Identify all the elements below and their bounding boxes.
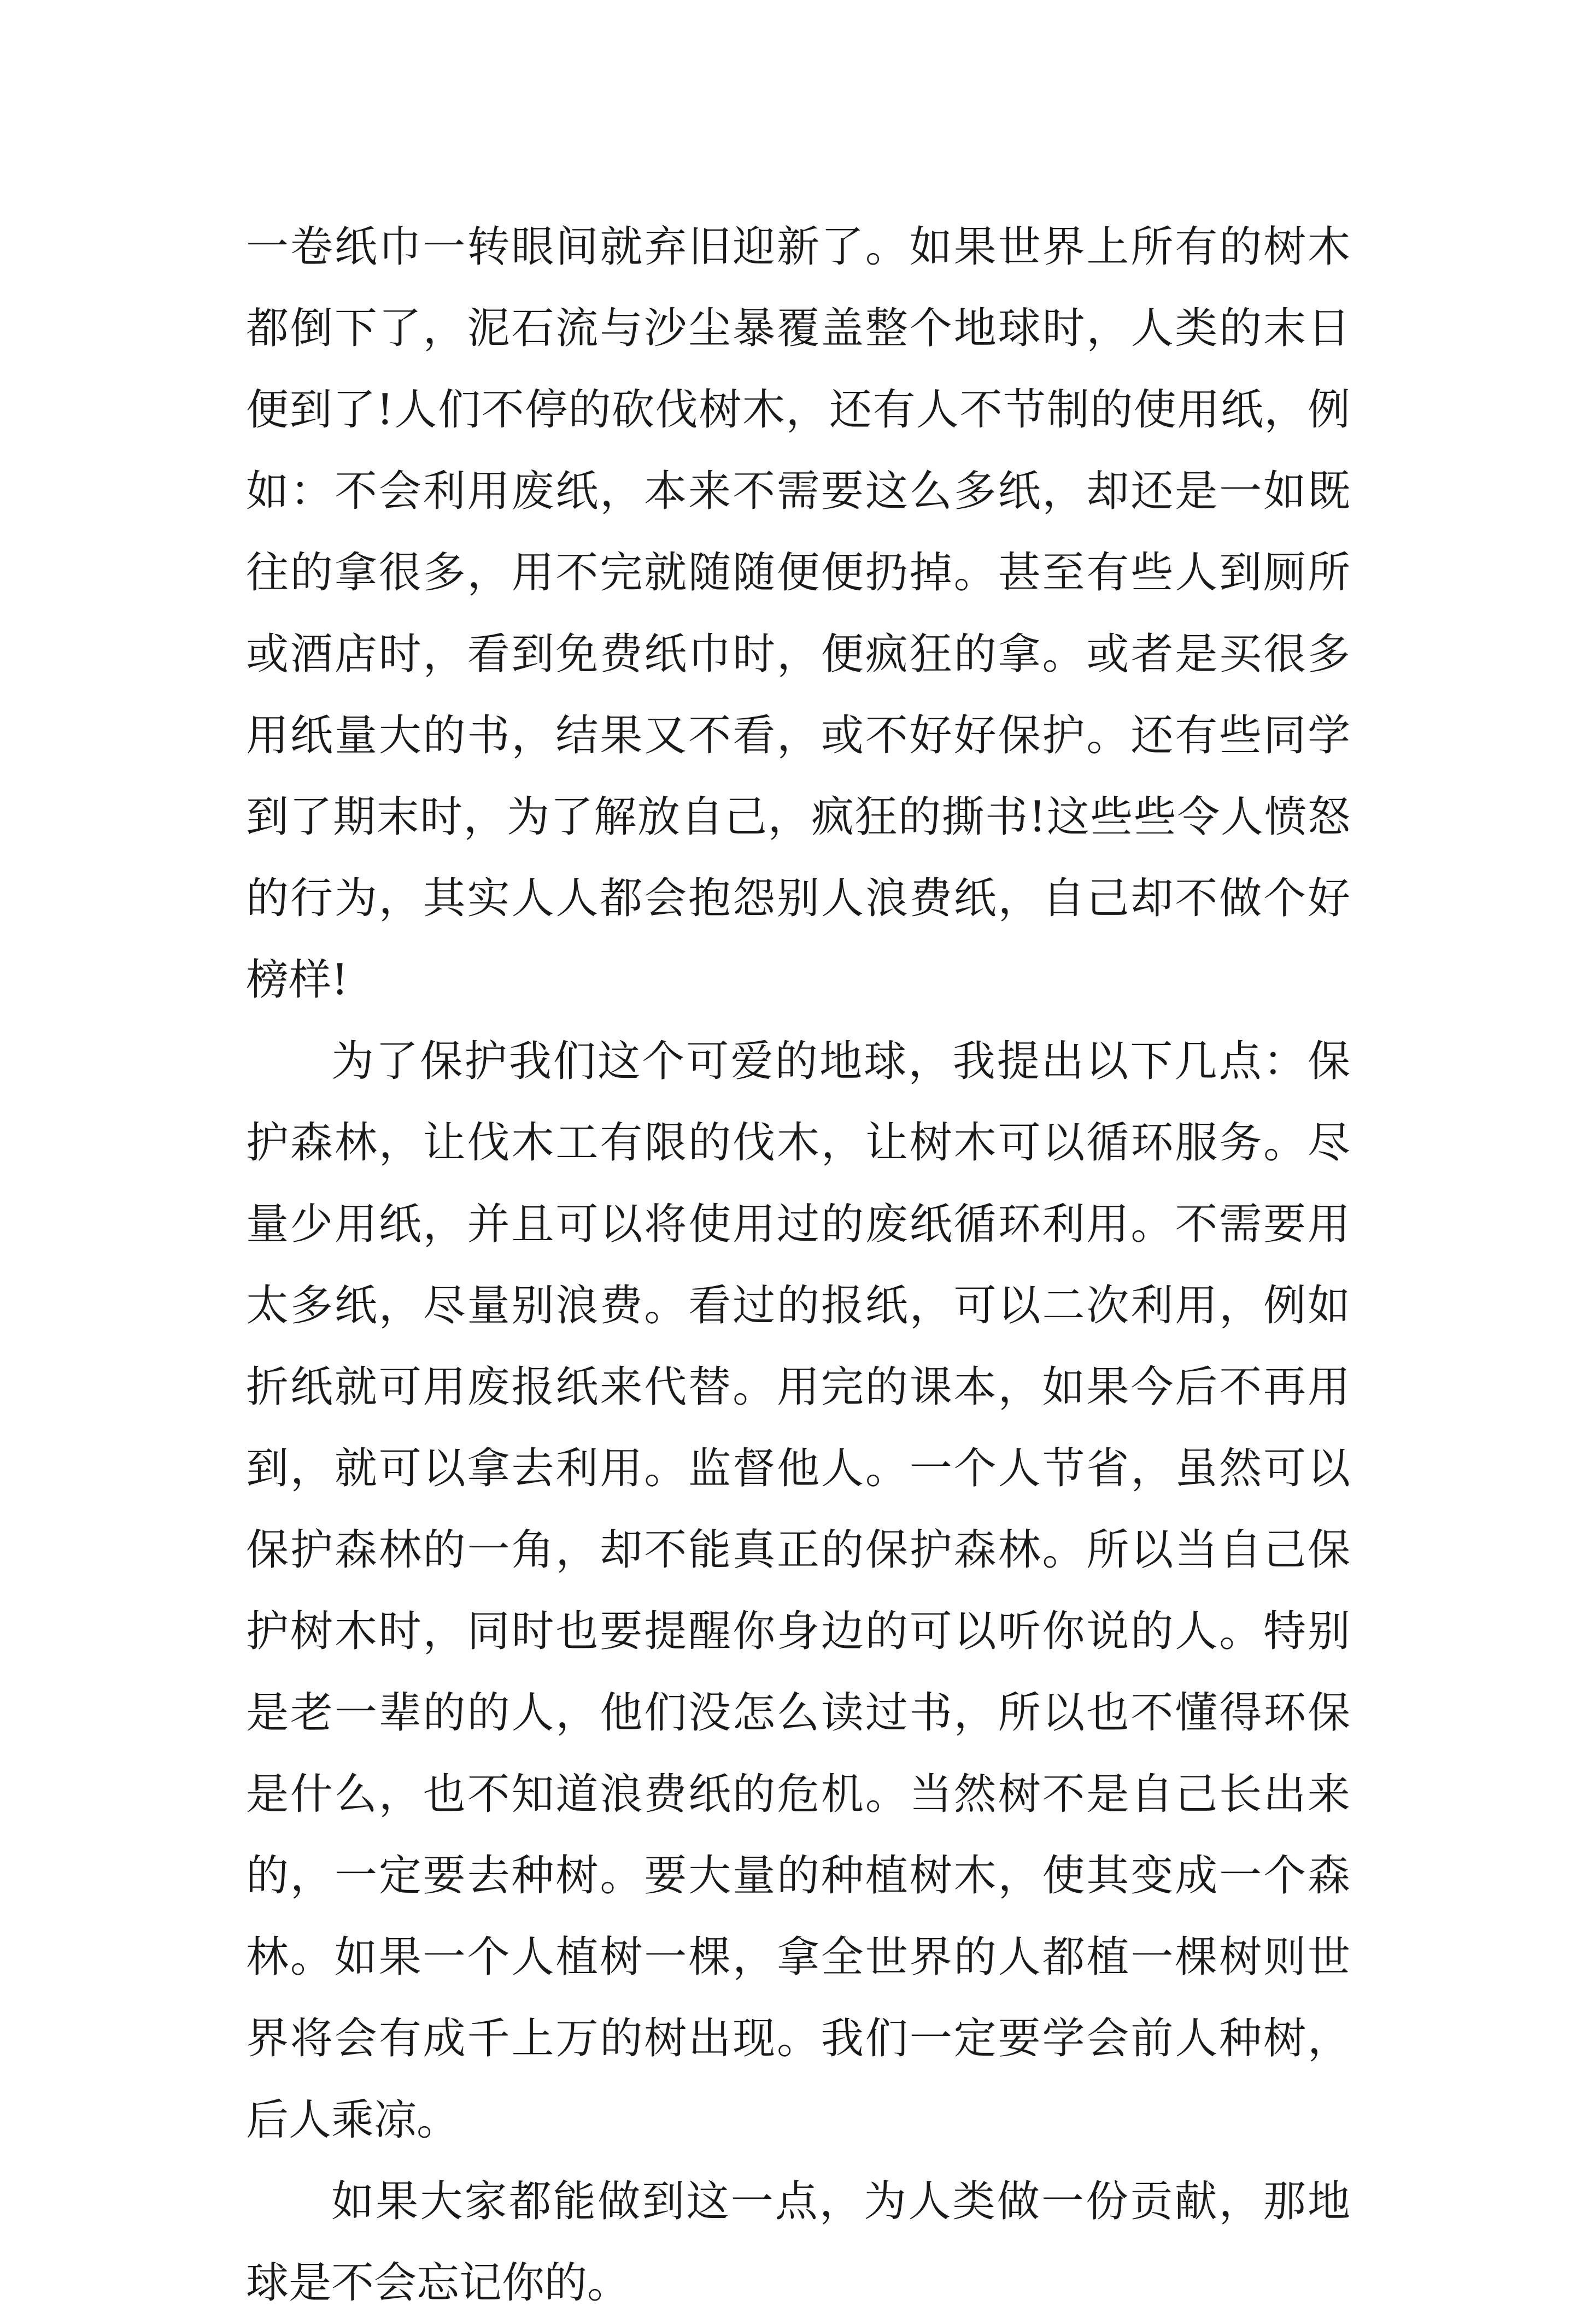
paragraph-1: 一卷纸巾一转眼间就弃旧迎新了。如果世界上所有的树木都倒下了，泥石流与沙尘暴覆盖整个地球时，人类的末日便到了!人们不停的砍伐树木，还有人不节制的使用纸，例如：不会利用废纸，本来不需要这么多纸，却还是一如既往的拿很多，用不完就随随便便扔掉。甚至有些人到厕所或酒店时，看到免费纸巾时，便疯狂的拿。或者是买很多用纸量大的书，结果又不看，或不好好保护。还有些同学到了期末时，为了解放自己，疯狂的撕书!这些些令人愤怒的行为，其实人人都会抱怨别人浪费纸，自己却不做个好榜样! bbox=[246, 222, 1350, 1005]
paragraph-3: 如果大家都能做到这一点，为人类做一份贡献，那地球是不会忘记你的。 bbox=[246, 2177, 1350, 2308]
paragraph-2: 为了保护我们这个可爱的地球，我提出以下几点：保护森林，让伐木工有限的伐木，让树木可以循环服务。尽量少用纸，并且可以将使用过的废纸循环利用。不需要用太多纸，尽量别浪费。看过的报纸，可以二次利用，例如折纸就可用废报纸来代替。用完的课本，如果今后不再用到，就可以拿去利用。监督他人。一个人节省，虽然可以保护森林的一角，却不能真正的保护森林。所以当自己保护树木时，同时也要提醒你身边的可以听你说的人。特别是老一辈的的人，他们没怎么读过书，所以也不懂得环保是什么，也不知道浪费纸的危机。当然树不是自己长出来的，一定要去种树。要大量的种植树木，使其变成一个森林。如果一个人植树一棵，拿全世界的人都植一棵树则世界将会有成千上万的树出现。我们一定要学会前人种树，后人乘凉。 bbox=[246, 1037, 1350, 2145]
document-body bbox=[246, 207, 1350, 2324]
